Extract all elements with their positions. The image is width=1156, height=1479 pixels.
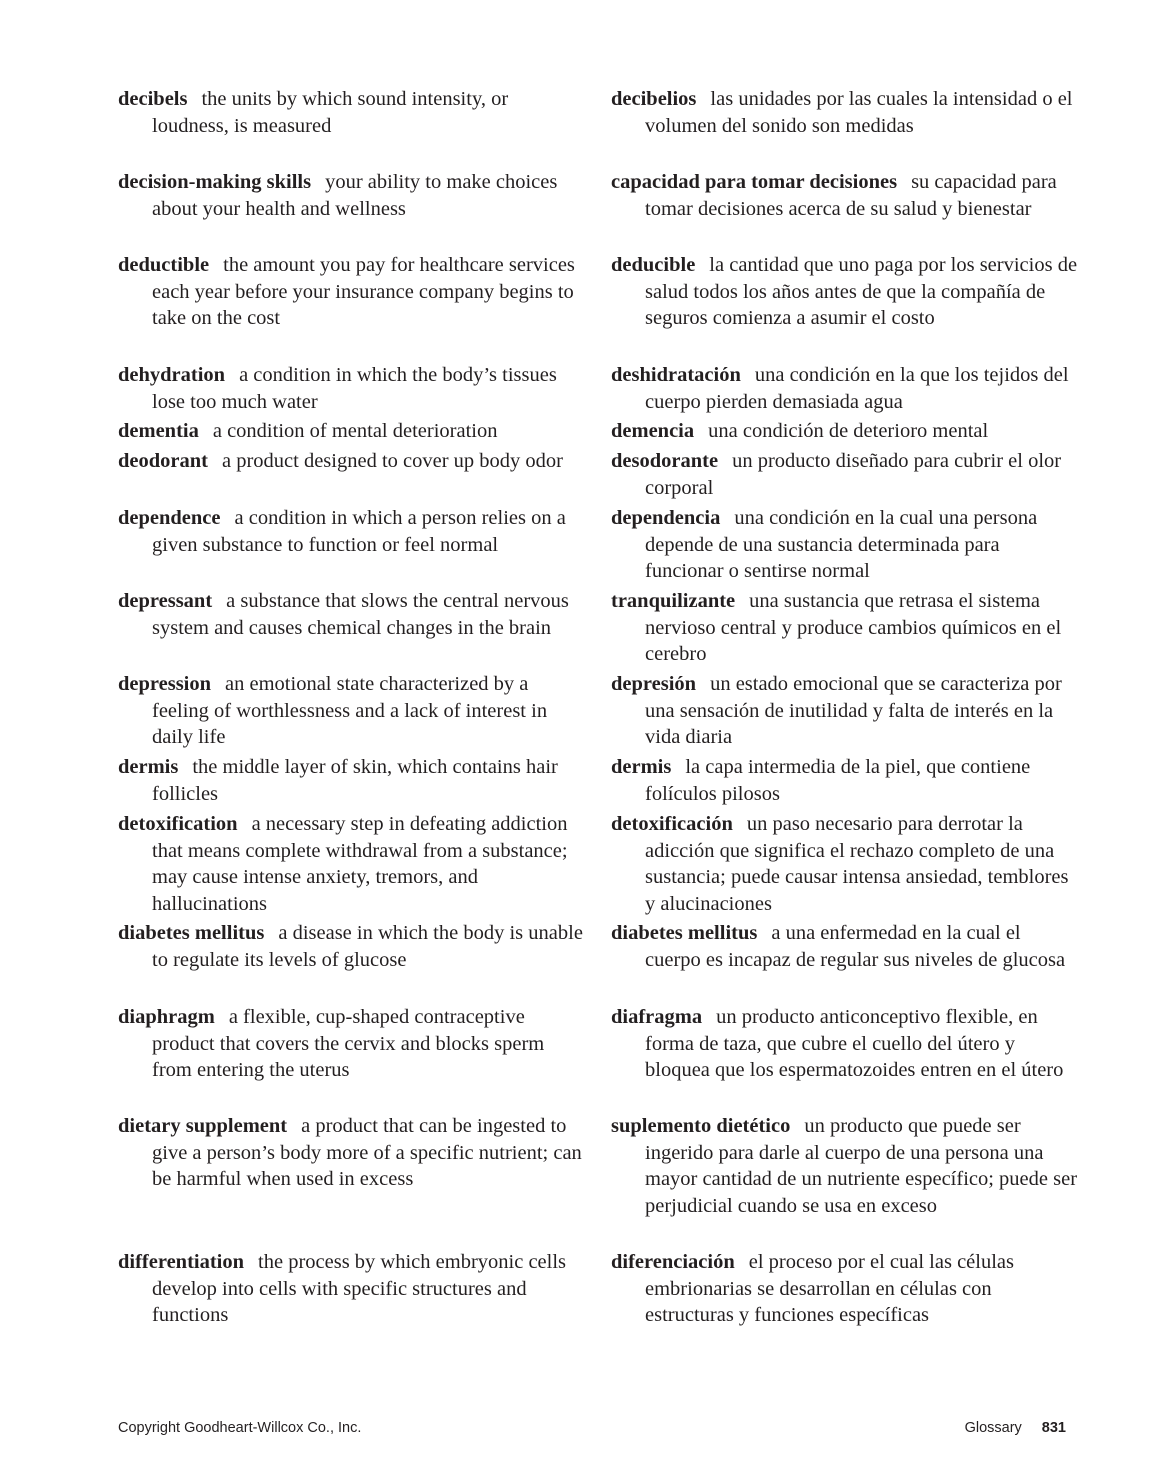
- entry-english: [118, 671, 588, 751]
- entry-spanish: [611, 418, 1081, 445]
- entry-spanish: [611, 448, 1081, 501]
- entry-spanish: [611, 920, 1081, 973]
- entry-spanish: [611, 811, 1081, 917]
- term: diabetes mellitus: [118, 922, 265, 944]
- term: depression: [118, 673, 212, 695]
- definition: a disease in which the body is unable to regulate its levels of glucose: [152, 922, 583, 971]
- term: decibels: [118, 88, 188, 110]
- definition: una condición en la que los tejidos del cuerpo pierden demasiada agua: [645, 364, 1069, 413]
- entry-english: [118, 252, 588, 332]
- definition: su capacidad para tomar decisiones acerca de su salud y bienestar: [645, 171, 1057, 220]
- entry-spanish: [611, 505, 1081, 585]
- entry-spanish: [611, 588, 1081, 668]
- definition: a product that can be ingested to give a person’s body more of a specific nutrient; can be harmful when used in excess: [152, 1115, 582, 1191]
- definition: your ability to make choices about your health and wellness: [152, 171, 558, 220]
- entry-spanish: [611, 1004, 1081, 1084]
- entry-english: [118, 1004, 588, 1084]
- definition: a una enfermedad en la cual el cuerpo es incapaz de regular sus niveles de glucosa: [645, 922, 1066, 971]
- entry-spanish: [611, 671, 1081, 751]
- term: diaphragm: [118, 1006, 215, 1028]
- definition: las unidades por las cuales la intensidad o el volumen del sonido son medidas: [645, 88, 1073, 137]
- definition: el proceso por el cual las células embrionarias se desarrollan en células con estructuras y funciones específicas: [645, 1251, 1014, 1327]
- entry-spanish: [611, 1113, 1081, 1219]
- term: capacidad para tomar decisiones: [611, 171, 898, 193]
- definition: un producto diseñado para cubrir el olor corporal: [645, 450, 1062, 499]
- definition: a condition of mental deterioration: [212, 420, 498, 442]
- term: decibelios: [611, 88, 697, 110]
- definition: una condición en la cual una persona depende de una sustancia determinada para funcionar o sentirse normal: [645, 507, 1038, 583]
- entry-spanish: [611, 1249, 1081, 1329]
- term: dietary supplement: [118, 1115, 288, 1137]
- term: diferenciación: [611, 1251, 735, 1273]
- definition: the middle layer of skin, which contains hair follicles: [152, 756, 558, 805]
- definition: una sustancia que retrasa el sistema nervioso central y produce cambios químicos en el cerebro: [645, 590, 1062, 666]
- term: deducible: [611, 254, 696, 276]
- term: depressant: [118, 590, 213, 612]
- entry-english: [118, 418, 588, 445]
- definition: a flexible, cup-shaped contraceptive product that covers the cervix and blocks sperm from entering the uterus: [152, 1006, 545, 1082]
- term: detoxification: [118, 813, 238, 835]
- term: decision-making skills: [118, 171, 312, 193]
- definition: un producto que puede ser ingerido para darle al cuerpo de una persona una mayor cantidad de un nutriente específico; puede ser perjudicial cuando se usa en exceso: [645, 1115, 1078, 1217]
- term: dependence: [118, 507, 221, 529]
- term: suplemento dietético: [611, 1115, 791, 1137]
- definition: a necessary step in defeating addiction that means complete withdrawal from a substance; may cause intense anxiety, tremors, and hallucinations: [152, 813, 568, 915]
- definition: un paso necesario para derrotar la adicción que significa el rechazo completo de una sustancia; puede causar intensa ansiedad, temblores y alucinaciones: [645, 813, 1069, 915]
- definition: la capa intermedia de la piel, que contiene folículos pilosos: [645, 756, 1031, 805]
- entry-english: [118, 588, 588, 641]
- entry-english: [118, 169, 588, 222]
- definition: the process by which embryonic cells develop into cells with specific structures and functions: [152, 1251, 567, 1327]
- entry-spanish: [611, 169, 1081, 222]
- definition: una condición de deterioro mental: [708, 420, 989, 442]
- definition: a substance that slows the central nervous system and causes chemical changes in the brain: [152, 590, 569, 639]
- term: dehydration: [118, 364, 226, 386]
- definition: la cantidad que uno paga por los servicios de salud todos los años antes de que la compañía de seguros comienza a asumir el costo: [645, 254, 1078, 330]
- page-footer-right: [965, 1418, 1066, 1438]
- definition: un producto anticonceptivo flexible, en forma de taza, que cubre el cuello del útero y bloquea que los espermatozoides entren en el útero: [645, 1006, 1064, 1082]
- definition: a condition in which the body’s tissues lose too much water: [152, 364, 557, 413]
- term: demencia: [611, 420, 695, 442]
- definition: an emotional state characterized by a feeling of worthlessness and a lack of interest in daily life: [152, 673, 548, 749]
- entry-english: [118, 1249, 588, 1329]
- term: differentiation: [118, 1251, 245, 1273]
- page-number: 831: [1041, 1420, 1066, 1436]
- term: dermis: [611, 756, 672, 778]
- term: tranquilizante: [611, 590, 736, 612]
- entry-english: [118, 86, 588, 139]
- term: deshidratación: [611, 364, 741, 386]
- entry-spanish: [611, 754, 1081, 807]
- entry-english: [118, 920, 588, 973]
- term: desodorante: [611, 450, 719, 472]
- definition: a condition in which a person relies on a given substance to function or feel normal: [152, 507, 566, 556]
- term: diafragma: [611, 1006, 703, 1028]
- term: deodorant: [118, 450, 208, 472]
- term: detoxificación: [611, 813, 733, 835]
- definition: un estado emocional que se caracteriza por una sensación de inutilidad y falta de interés en la vida diaria: [645, 673, 1062, 749]
- entry-english: [118, 448, 588, 475]
- term: deductible: [118, 254, 210, 276]
- entry-spanish: [611, 252, 1081, 332]
- entry-spanish: [611, 86, 1081, 139]
- entry-spanish: [611, 362, 1081, 415]
- term: depresión: [611, 673, 697, 695]
- definition: the units by which sound intensity, or loudness, is measured: [152, 88, 509, 137]
- definition: the amount you pay for healthcare services each year before your insurance company begins to take on the cost: [152, 254, 575, 330]
- entry-english: [118, 754, 588, 807]
- definition: a product designed to cover up body odor: [221, 450, 563, 472]
- section-label: Glossary: [964, 1420, 1022, 1436]
- term: dermis: [118, 756, 179, 778]
- entry-english: [118, 505, 588, 558]
- entry-english: [118, 362, 588, 415]
- term: dementia: [118, 420, 199, 442]
- entry-english: [118, 811, 588, 917]
- entry-english: [118, 1113, 588, 1193]
- term: dependencia: [611, 507, 721, 529]
- copyright-notice: Copyright Goodheart-Willcox Co., Inc.: [118, 1420, 362, 1436]
- term: diabetes mellitus: [611, 922, 758, 944]
